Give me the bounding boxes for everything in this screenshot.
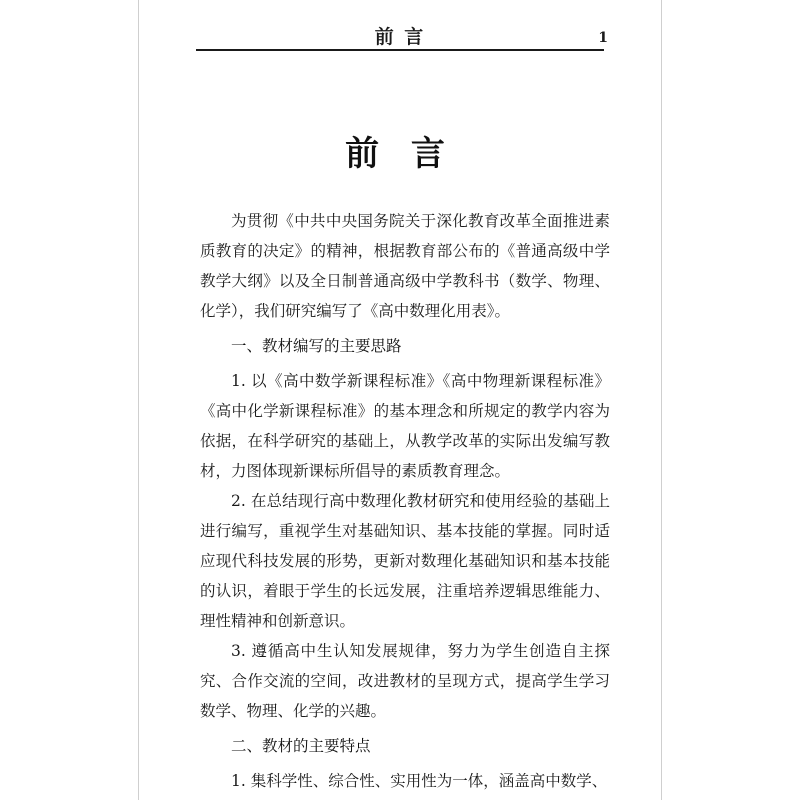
section2-item-1: 1. 集科学性、综合性、实用性为一体，涵盖高中数学、 bbox=[231, 772, 608, 790]
page-left-edge bbox=[138, 0, 139, 800]
chapter-title: 前 言 bbox=[345, 134, 455, 174]
section-heading-2: 二、教材的主要特点 bbox=[231, 737, 371, 755]
body-text bbox=[200, 206, 610, 796]
page-number: 1 bbox=[598, 30, 608, 46]
page-right-edge bbox=[661, 0, 662, 800]
section-heading-1: 一、教材编写的主要思路 bbox=[231, 337, 402, 355]
header-rule bbox=[196, 49, 604, 51]
running-head bbox=[138, 18, 662, 48]
running-title: 前 言 bbox=[374, 26, 426, 48]
section1-item-2: 2. 在总结现行高中数理化教材研究和使用经验的基础上进行编写，重视学生对基础知识、基本技能的掌握。同时适应现代科技发展的形势，更新对数理化基础知识和基本技能的认识，着眼于学生的长远发展，注重培养逻辑思维能力、理性精神和创新意识。 bbox=[200, 492, 610, 630]
book-page bbox=[138, 0, 662, 800]
section1-item-3: 3. 遵循高中生认知发展规律，努力为学生创造自主探究、合作交流的空间，改进教材的呈现方式，提高学生学习数学、物理、化学的兴趣。 bbox=[200, 642, 610, 720]
section1-item-1: 1. 以《高中数学新课程标准》《高中物理新课程标准》《高中化学新课程标准》的基本理念和所规定的教学内容为依据，在科学研究的基础上，从教学改革的实际出发编写教材，力图体现新课标所倡导的素质教育理念。 bbox=[200, 372, 610, 480]
intro-paragraph: 为贯彻《中共中央国务院关于深化教育改革全面推进素质教育的决定》的精神，根据教育部公布的《普通高级中学教学大纲》以及全日制普通高级中学教科书（数学、物理、化学），我们研究编写了《高中数理化用表》。 bbox=[200, 212, 610, 320]
